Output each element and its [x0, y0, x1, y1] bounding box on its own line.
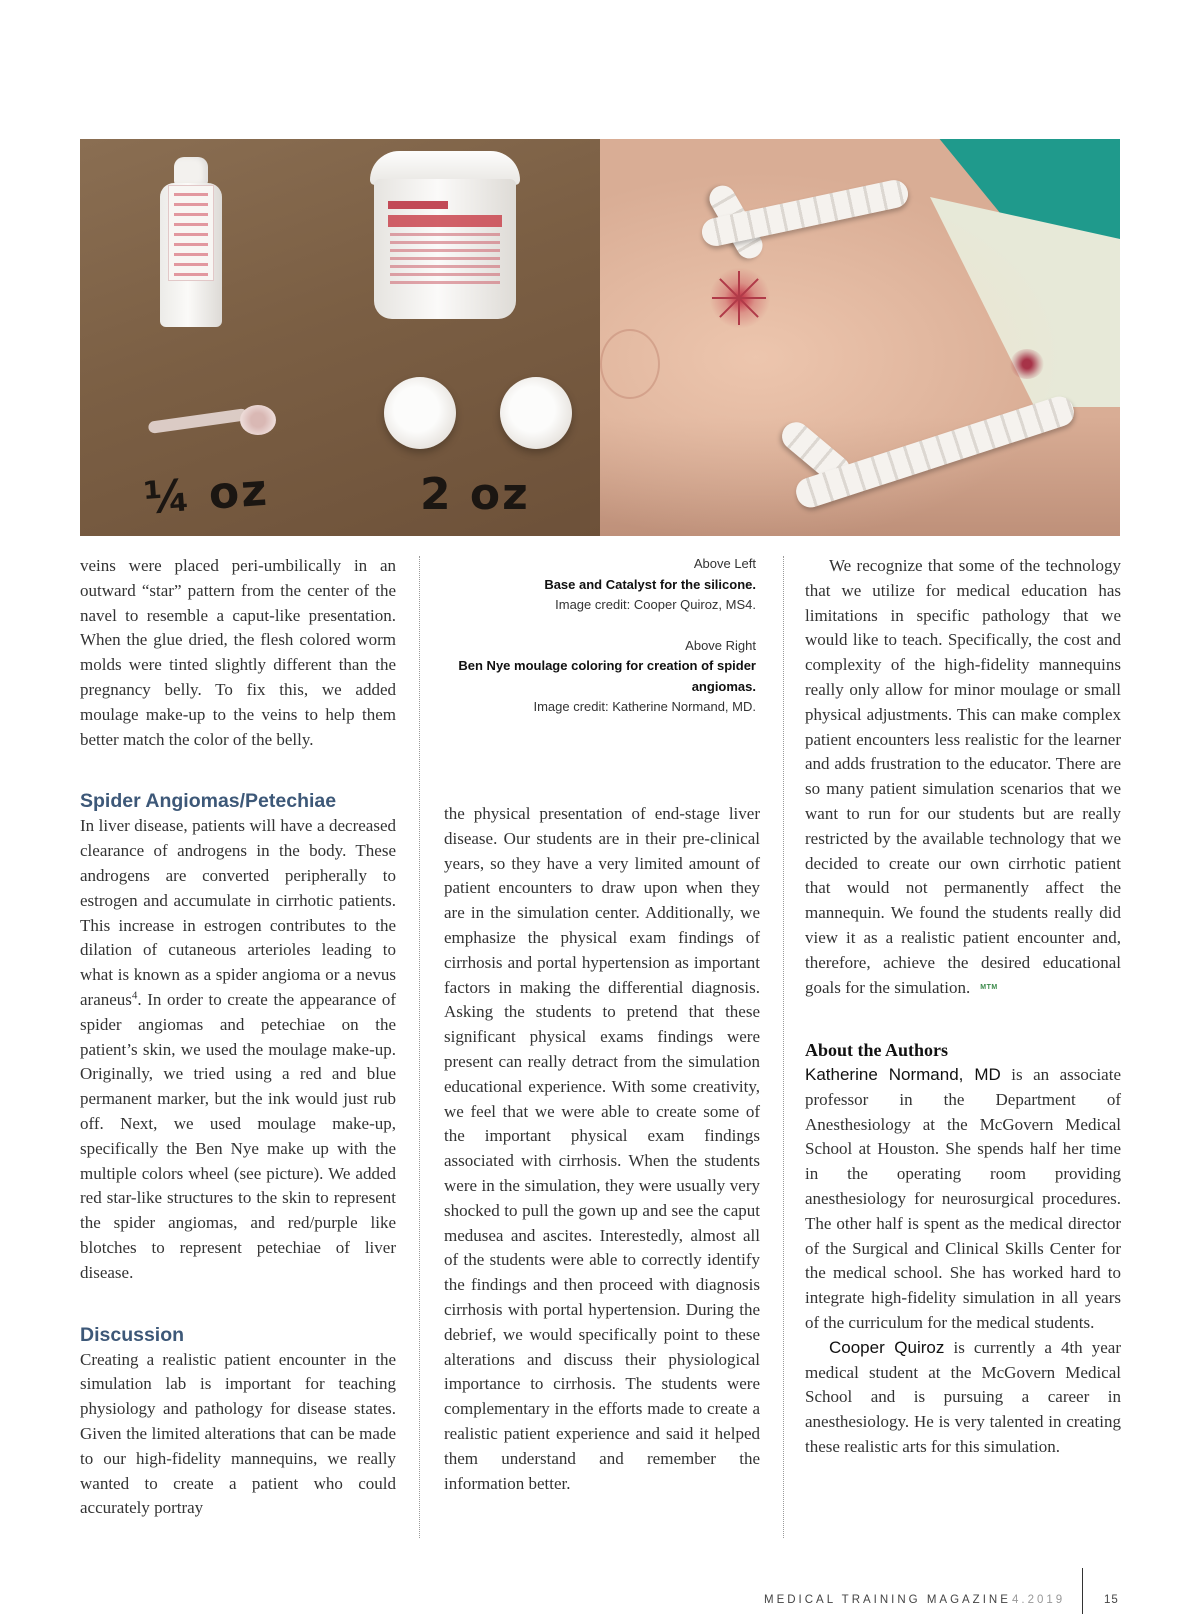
caption-credit: Image credit: Cooper Quiroz, MS4. [555, 597, 756, 612]
column-divider [419, 556, 420, 1538]
issue-date: 4.2019 [1012, 1594, 1066, 1606]
silicone-cup [384, 377, 456, 449]
silicone-cup [500, 377, 572, 449]
footer-divider [1082, 1568, 1083, 1614]
author-name: Katherine Normand, MD [805, 1065, 1001, 1085]
magazine-name: MEDICAL TRAINING MAGAZINE [764, 1594, 1011, 1606]
page-footer [720, 1594, 1120, 1610]
body-text: In liver disease, patients will have a decreased clearance of androgens in the body. These androgens are converted peripherally to estrogen and accumulate in cirrhotic patients. This increase in estrogen contributes to the dilation of cutaneous arterioles leading to what is known as a spider angioma or a nevus araneus [80, 816, 396, 1009]
column-right [805, 554, 1121, 1460]
silicone-base-jar [370, 151, 520, 319]
body-text: is currently a 4th year medical student at the McGovern Medical School and is pursuing a career in anesthesiology. He is very talented in creating these realistic arts for this simulation. [805, 1337, 1121, 1456]
measuring-scoop [148, 401, 298, 441]
catalyst-bottle [160, 157, 222, 327]
photo-strip [80, 139, 1120, 536]
body-paragraph: veins were placed peri-umbilically in an outward “star” pattern from the center of the navel to resemble a caput-like presentation. When the glue dried, the flesh colored worm molds were tinted slightly different than the pregnancy belly. To fix this, we added moulage make-up to the veins to help them better match the color of the belly. [80, 556, 396, 749]
caption-heading: Above Right [685, 637, 756, 653]
column-left [80, 554, 396, 1521]
body-paragraph: the physical presentation of end-stage liver disease. Our students are in their pre-clinical years, so they have a very limited amount of patient encounters to draw upon when they are in the simulation center. Additionally, we emphasize the physical exam findings of cirrhosis and portal hypertension as important factors in making the differential diagnosis. Asking the students to pretend that these significant physical exams findings were present can really detract from the simulation educational experience. With some creativity, we feel that we were able to create some of the important physical exam findings associated with cirrhosis. When the students were in the simulation, they were usually very shocked to pull the gown up and see the caput medusea and ascites. Interestedly, almost all of the students were able to correctly identify the findings and then proceed with diagnosis cirrhosis with portal hypertension. During the debrief, we would specifically point to these alterations and discuss their physiological importance to cirrhosis. The students were complementary in the efforts made to create a realistic patient experience and said it helped them understand and remember the information better. [444, 804, 760, 1493]
end-mark: MTM [980, 984, 998, 992]
about-authors-heading: About the Authors [805, 1040, 949, 1061]
petechiae-mark [1010, 349, 1044, 379]
navel [600, 329, 660, 399]
author-bio [805, 1336, 1121, 1460]
body-text: . In order to create the appearance of spider angiomas and petechiae on the patient’s skin, we used the moulage make-up. Originally, we tried using a red and blue permanent marker, but the ink would just rub off. Next, we used moulage make-up, specifically the Ben Nye make up with the multiple colors wheel (see picture). We added red star-like structures to the skin to represent the spider angiomas, and red/purple like blotches to represent petechiae of liver disease. [80, 989, 396, 1282]
author-bio [805, 1063, 1121, 1336]
handwritten-label: 2 oz [420, 469, 530, 520]
spider-angioma-mark [700, 267, 780, 329]
body-text: is an associate professor in the Department of Anesthesiology at the McGovern Medical School at Houston. She spends half her time in the operating room providing anesthesiology for neurosurgical procedures. The other half is spent as the medical director of the Surgical and Clinical Skills Center for the medical school. She has worked hard to integrate high-fidelity simulation in all years of the curriculum for the medical students. [805, 1065, 1121, 1332]
silicone-base-catalyst-photo [80, 139, 600, 536]
caption-title: Base and Catalyst for the silicone. [544, 576, 756, 592]
body-text: We recognize that some of the technology that we utilize for medical education has limitations in specific pathology that we would like to teach. Specifically, the cost and complexity of the high-fidelity mannequins really only allow for minor moulage or small physical adjustments. This can make complex patient encounters less realistic for the learner and adds frustration to the educator. There are so many patient simulation scenarios that we want to run for our students but are really restricted by the available technology that we decided to create our own cirrhotic patient that would not permanently affect the mannequin. We found the students really did view it as a realistic patient encounter and, therefore, achieve the desired educational goals for the simulation. [805, 556, 1121, 997]
column-divider [783, 556, 784, 1538]
handwritten-label: ¼ oz [142, 464, 271, 525]
spider-angioma-mannequin-photo [600, 139, 1120, 536]
body-paragraph: Creating a realistic patient encounter in the simulation lab is important for teaching physiology and pathology for disease states. Given the limited alterations that can be made to our high-fidelity mannequins, we really wanted to create a patient who could accurately portray [80, 1349, 396, 1518]
column-middle [444, 802, 760, 1496]
section-heading: Spider Angiomas/Petechiae [80, 790, 337, 813]
citation-superscript: 4 [131, 989, 138, 1002]
photo-caption [444, 554, 756, 718]
caption-credit: Image credit: Katherine Normand, MD. [533, 699, 756, 714]
page-number: 15 [1104, 1594, 1119, 1606]
body-paragraph [80, 814, 396, 1285]
section-heading: Discussion [80, 1323, 185, 1346]
caption-heading: Above Left [693, 556, 756, 571]
caption-title: Ben Nye moulage coloring for creation of spider angiomas. [458, 658, 756, 694]
author-name: Cooper Quiroz [829, 1337, 945, 1357]
body-paragraph [805, 554, 1121, 1001]
